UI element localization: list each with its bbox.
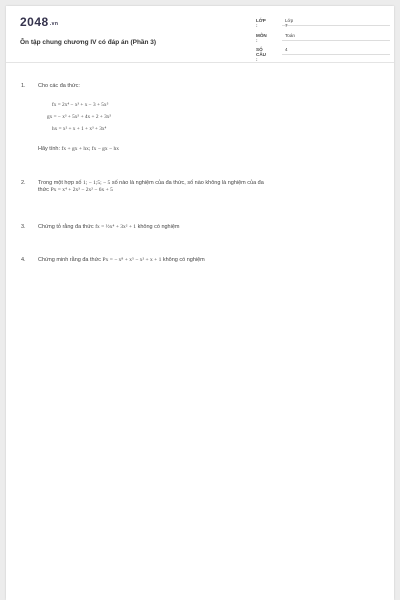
task-label: Hãy tính: (38, 146, 61, 152)
document-header (6, 6, 394, 63)
logo-text: 2048 (20, 15, 49, 29)
question-body (38, 180, 378, 195)
question-text: thức (38, 187, 50, 194)
formula-h: hx = x² + x + 1 + x³ + 3x⁴ (52, 126, 107, 132)
question-polynomial: Px = − x⁸ + x⁵ − x² + x + 1 (102, 257, 162, 263)
meta-count-underline (282, 54, 390, 55)
question-text: số nào là nghiệm của đa thức, số nào không là nghiệm của đa (111, 180, 264, 186)
formula-g: gx = − x³ + 5x⁵ + 4x + 2 + 3x⁵ (47, 114, 112, 120)
question-intro: Cho các đa thức: (38, 83, 80, 89)
question-text: Trong một hợp số (38, 180, 82, 186)
question-text: không có nghiệm (137, 224, 180, 230)
meta-class-label: LỚP : (256, 18, 266, 28)
formula-f: fx = 2x⁴ − x³ + x − 3 + 5x⁵ (52, 102, 109, 108)
meta-count-label: SỐ CÂU : (256, 47, 266, 62)
question-number: 3. (21, 224, 26, 230)
site-logo[interactable] (20, 15, 58, 29)
question-body (38, 224, 378, 231)
meta-class-value: Lớp 7 (285, 18, 294, 28)
meta-subject-underline (282, 40, 390, 41)
document-page (6, 6, 394, 600)
meta-count-value: 4 (285, 47, 288, 52)
meta-class-underline (282, 25, 390, 26)
question-polynomial: fx = ½x⁴ + 3x² + 1 (95, 224, 137, 230)
task-expression: fx + gx + hx; fx − gx − hx (61, 146, 120, 152)
question-text: Chứng tỏ rằng đa thức (38, 224, 94, 230)
question-number: 2. (21, 180, 26, 186)
question-1-task (38, 146, 119, 153)
question-text: không có nghiệm (162, 257, 205, 263)
logo-suffix: .vn (49, 21, 59, 27)
question-polynomial: Px = x⁴ + 2x³ − 2x² − 6x + 5 (50, 187, 113, 194)
question-number: 1. (21, 83, 26, 89)
question-body (38, 257, 378, 264)
question-numbers: 1; − 1;5; − 5 (82, 180, 111, 186)
page-title: Ôn tập chung chương IV có đáp án (Phần 3) (20, 39, 157, 46)
question-body (38, 83, 378, 90)
question-text: Chứng minh rằng đa thức (38, 257, 102, 263)
question-number: 4. (21, 257, 26, 263)
meta-subject-label: MÔN : (256, 33, 267, 43)
meta-subject-value: Toán (285, 33, 295, 38)
